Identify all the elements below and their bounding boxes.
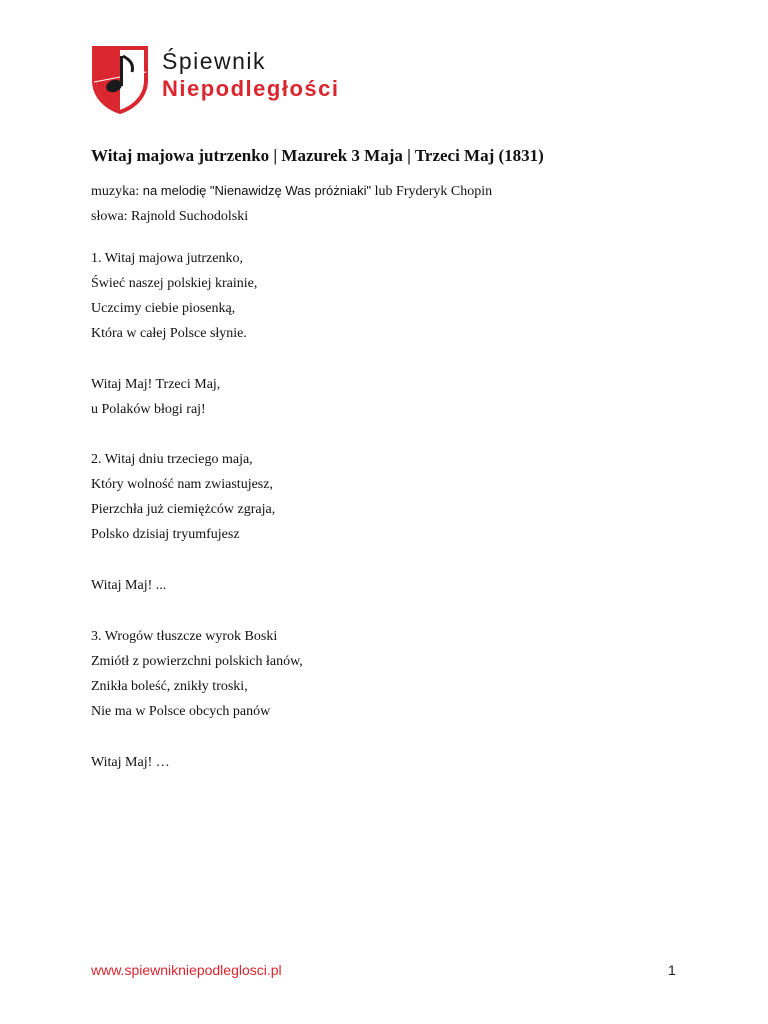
lyric-line: 2. Witaj dniu trzeciego maja, — [91, 452, 253, 467]
lyric-line: Witaj Maj! … — [91, 755, 170, 770]
words-credit: słowa: Rajnold Suchodolski — [91, 209, 249, 224]
logo — [90, 42, 400, 116]
lyric-line: u Polaków błogi raj! — [91, 402, 206, 417]
lyric-line: Polsko dzisiaj tryumfujesz — [91, 527, 240, 542]
lyric-line: Pierzchła już ciemiężców zgraja, — [91, 502, 276, 517]
page-number: 1 — [668, 962, 676, 978]
logo-line1: Śpiewnik — [162, 48, 267, 74]
lyric-line: Która w całej Polsce słynie. — [91, 326, 247, 341]
footer-link[interactable]: www.spiewnikniepodleglosci.pl — [91, 962, 282, 978]
lyric-line: Witaj Maj! Trzeci Maj, — [91, 377, 221, 392]
lyric-line: 1. Witaj majowa jutrzenko, — [91, 251, 243, 266]
lyric-line: Witaj Maj! ... — [91, 578, 167, 593]
music-credit — [91, 178, 492, 204]
lyric-line: Świeć naszej polskiej krainie, — [91, 276, 258, 291]
logo-title — [162, 48, 339, 102]
song-credits — [91, 178, 492, 229]
music-tail: lub Fryderyk Chopin — [371, 184, 493, 199]
music-text: na melodię "Nienawidzę Was próżniaki" — [142, 183, 372, 198]
lyric-line: 3. Wrogów tłuszcze wyrok Boski — [91, 629, 278, 644]
song-title: Witaj majowa jutrzenko | Mazurek 3 Maja | Trzeci Maj (1831) — [91, 146, 544, 165]
logo-line2: Niepodległości — [162, 76, 340, 101]
lyric-line: Uczcimy ciebie piosenką, — [91, 301, 236, 316]
shield-note-icon — [90, 42, 150, 114]
lyric-line: Który wolność nam zwiastujesz, — [91, 477, 273, 492]
lyric-line: Nie ma w Polsce obcych panów — [91, 704, 271, 719]
lyric-line: Znikła boleść, znikły troski, — [91, 679, 248, 694]
lyric-line: Zmiótł z powierzchni polskich łanów, — [91, 654, 303, 669]
music-label: muzyka: — [91, 184, 143, 199]
